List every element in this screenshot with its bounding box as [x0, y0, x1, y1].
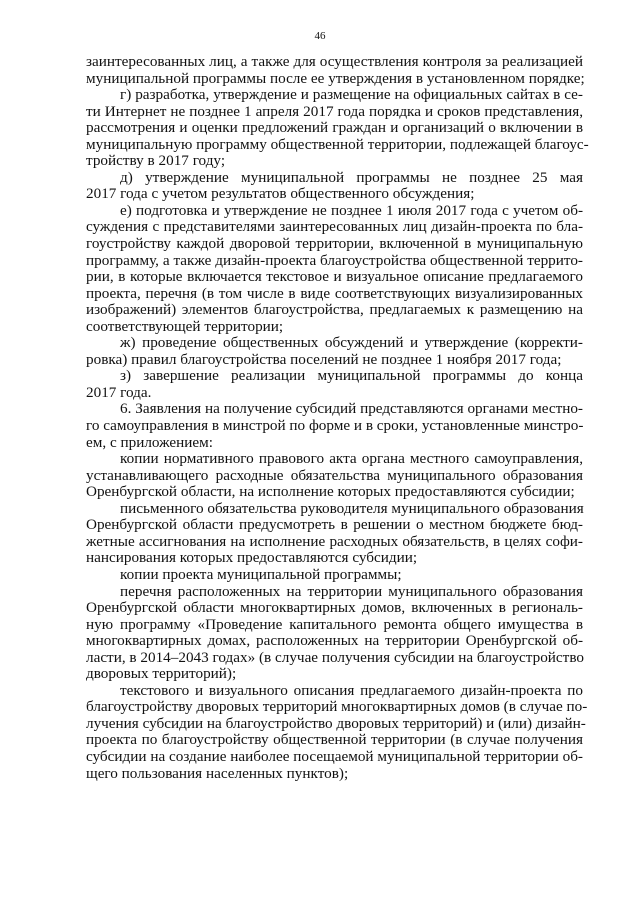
text-line: проекта, перечня (в том числе в виде соответствующих визуализированных — [86, 284, 583, 302]
text-line: ную программу «Проведение капитального ремонта общего имущества в — [86, 615, 583, 633]
text-line: го самоуправления в минстрой по форме и в сроки, установленные минстро- — [86, 417, 584, 435]
text-line: суждения с представителями заинтересованных лиц дизайн-проекта по бла- — [86, 218, 583, 236]
text-line: д) утверждение муниципальной программы не позднее 25 мая — [120, 168, 583, 186]
text-line: заинтересованных лиц, а также для осуществления контроля за реализацией — [86, 53, 583, 70]
text-line: Оренбургской области, на исполнение которых предоставляются субсидии; — [86, 483, 575, 501]
page-number: 46 — [314, 30, 326, 42]
text-line: е) подготовка и утверждение не позднее 1 июля 2017 года с учетом об- — [120, 201, 583, 219]
text-line: 2017 года с учетом результатов общественного обсуждения; — [86, 185, 475, 203]
text-line: субсидии на создание наиболее посещаемой муниципальной территории об- — [86, 747, 583, 765]
text-line: программу, а также дизайн-проекта благоустройства общественной террито- — [86, 251, 583, 269]
text-line: ровка) правил благоустройства поселений не позднее 1 ноября 2017 года; — [86, 350, 562, 368]
text-line: соответствующей территории; — [86, 317, 284, 335]
text-line: тройству в 2017 году; — [86, 152, 226, 170]
document-body — [86, 53, 589, 782]
text-line: проекта по благоустройству общественной территории (в случае получения — [86, 731, 583, 749]
text-line: ж) проведение общественных обсуждений и утверждение (корректи- — [120, 334, 583, 352]
text-line: муниципальную программу общественной территории, подлежащей благоус- — [86, 135, 589, 153]
text-line: лучения субсидии на благоустройство дворовых территорий) и (или) дизайн- — [86, 714, 586, 732]
text-line: г) разработка, утверждение и размещение на официальных сайтах в се- — [120, 86, 583, 104]
text-line: текстового и визуального описания предлагаемого дизайн-проекта по — [120, 681, 583, 699]
text-line: рассмотрения и оценки предложений граждан и организаций о включении в — [86, 119, 583, 137]
text-line: благоустройству дворовых территорий многоквартирных домов (в случае по- — [86, 698, 588, 716]
text-line: копии проекта муниципальной программы; — [120, 565, 402, 583]
text-line: з) завершение реализации муниципальной программы до конца — [120, 367, 583, 385]
text-line: муниципальной программы после ее утверждения в установленном порядке; — [86, 69, 585, 87]
text-line: изображений) элементов благоустройства, предлагаемых к размещению на — [86, 301, 583, 319]
text-line: нансирования которых предоставляются субсидии; — [86, 549, 418, 567]
text-line: Оренбургской области предусмотреть в решении о местном бюджете бюд- — [86, 516, 583, 534]
text-line: многоквартирных домах, расположенных на территории Оренбургской об- — [86, 632, 583, 650]
text-line: дворовых территорий); — [86, 665, 237, 683]
text-line: ласти, в 2014–2043 годах» (в случае получения субсидии на благоустройство — [86, 648, 584, 666]
text-line: устанавливающего расходные обязательства муниципального образования — [86, 466, 583, 484]
text-line: рии, в которые включается текстовое и визуальное описание предлагаемого — [86, 268, 583, 286]
text-line: гоустройству каждой дворовой территории, включенной в муниципальную — [86, 235, 583, 253]
text-line: копии нормативного правового акта органа местного самоуправления, — [120, 450, 583, 468]
text-line: письменного обязательства руководителя муниципального образования — [120, 499, 584, 517]
text-line: Оренбургской области многоквартирных домов, включенных в региональ- — [86, 599, 583, 617]
text-line: ти Интернет не позднее 1 апреля 2017 года порядка и сроков представления, — [86, 102, 583, 120]
text-line: 2017 года. — [86, 383, 152, 401]
text-line: жетные ассигнования на исполнение расходных обязательств, в целях софи- — [86, 532, 583, 550]
text-line: перечня расположенных на территории муниципального образования — [120, 582, 583, 600]
text-line: щего пользования населенных пунктов); — [86, 764, 349, 782]
text-line: 6. Заявления на получение субсидий представляются органами местно- — [120, 400, 583, 418]
text-line: ем, с приложением: — [86, 433, 213, 451]
